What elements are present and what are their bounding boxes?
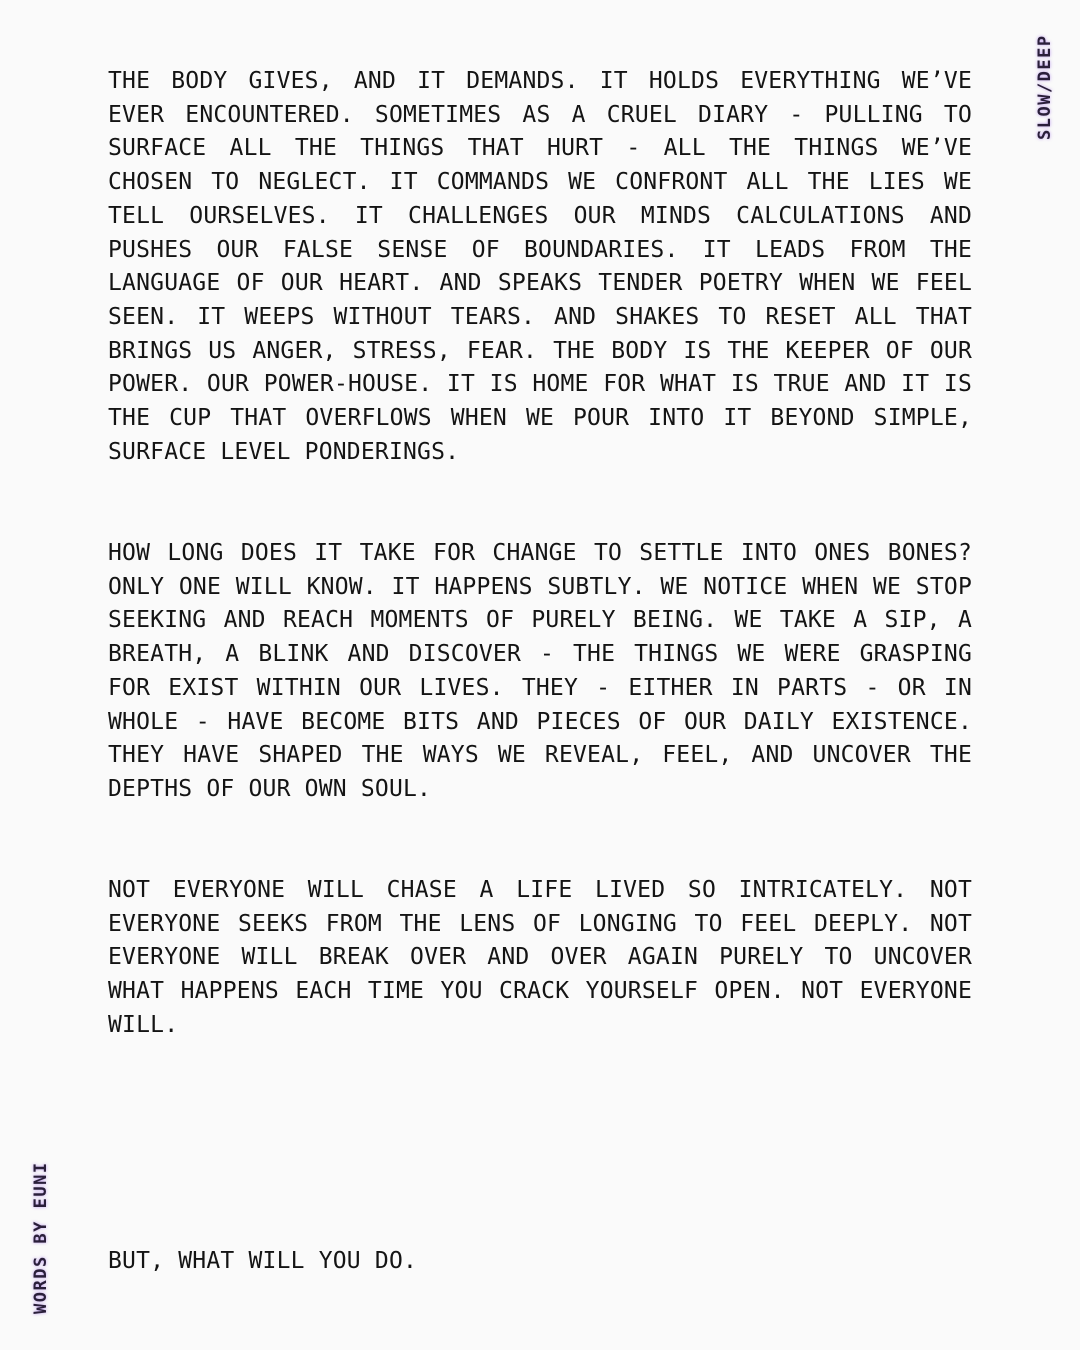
side-tag-slow-deep: SLOW/DEEP bbox=[1035, 34, 1055, 140]
paragraph-not-everyone: NOT EVERYONE WILL CHASE A LIFE LIVED SO INTRICATELY. NOT EVERYONE SEEKS FROM THE LENS OF LONGING TO FEEL DEEPLY. NOT EVERYONE WILL BREAK OVER AND OVER AGAIN PURELY TO UNCOVER WHAT HAPPENS EACH TIME YOU CRACK YOURSELF OPEN. NOT EVERYONE WILL. bbox=[108, 877, 972, 1038]
paragraph-change: HOW LONG DOES IT TAKE FOR CHANGE TO SETTLE INTO ONES BONES? ONLY ONE WILL KNOW. IT HAPPENS SUBTLY. WE NOTICE WHEN WE STOP SEEKING AND REACH MOMENTS OF PURELY BEING. WE TAKE A SIP, A BREATH, A BLINK AND DISCOVER - THE THINGS WE WERE GRASPING FOR EXIST WITHIN OUR LIVES. THEY - EITHER IN PARTS - OR IN WHOLE - HAVE BECOME BITS AND PIECES OF OUR DAILY EXISTENCE. THEY HAVE SHAPED THE WAYS WE REVEAL, FEEL, AND UNCOVER THE DEPTHS OF OUR OWN SOUL. bbox=[108, 540, 972, 802]
closing-question: BUT, WHAT WILL YOU DO. bbox=[108, 1248, 418, 1274]
paragraph-body: THE BODY GIVES, AND IT DEMANDS. IT HOLDS EVERYTHING WE’VE EVER ENCOUNTERED. SOMETIMES AS A CRUEL DIARY - PULLING TO SURFACE ALL THE THINGS THAT HURT - ALL THE THINGS WE’VE CHOSEN TO NEGLECT. IT COMMANDS WE CONFRONT ALL THE LIES WE TELL OURSELVES. IT CHALLENGES OUR MINDS CALCULATIONS AND PUSHES OUR FALSE SENSE OF BOUNDARIES. IT LEADS FROM THE LANGUAGE OF OUR HEART. AND SPEAKS TENDER POETRY WHEN WE FEEL SEEN. IT WEEPS WITHOUT TEARS. AND SHAKES TO RESET ALL THAT BRINGS US ANGER, STRESS, FEAR. THE BODY IS THE KEEPER OF OUR POWER. OUR POWER-HOUSE. IT IS HOME FOR WHAT IS TRUE AND IT IS THE CUP THAT OVERFLOWS WHEN WE POUR INTO IT BEYOND SIMPLE, SURFACE LEVEL PONDERINGS. bbox=[108, 68, 972, 465]
side-tag-author: WORDS BY EUNI bbox=[31, 1161, 51, 1314]
